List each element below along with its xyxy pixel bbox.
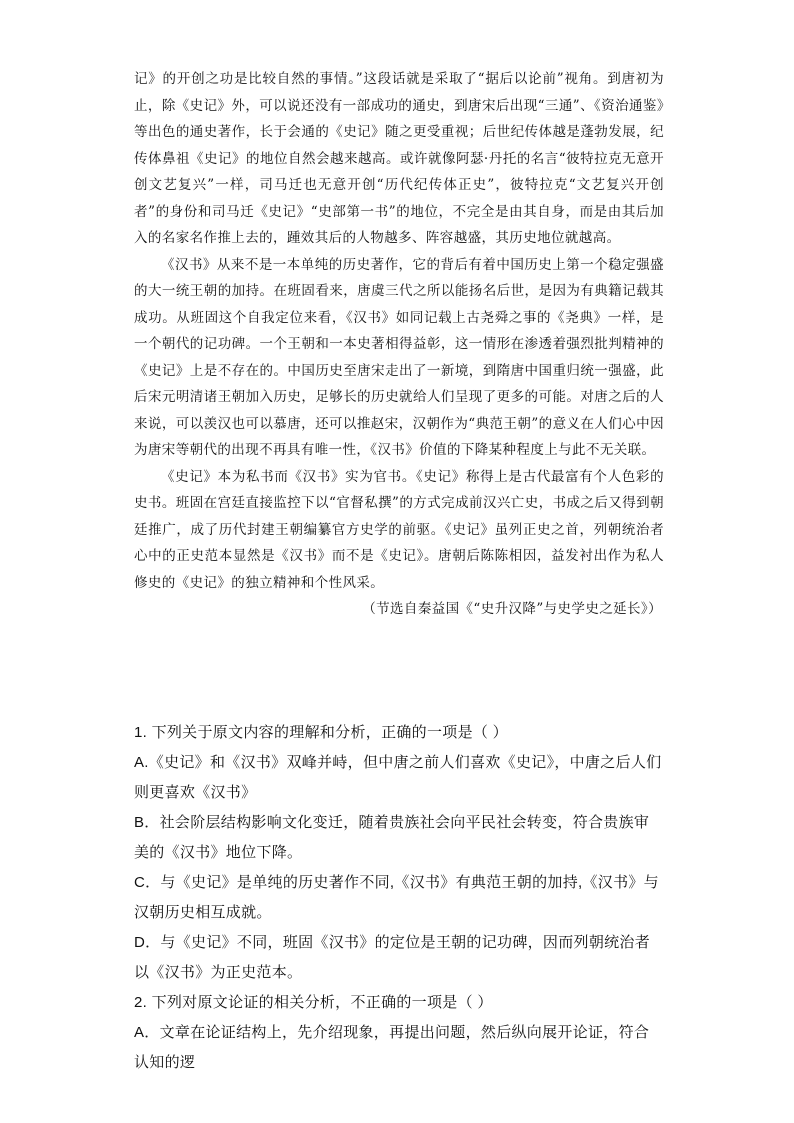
question-1-stem: 1. 下列关于原文内容的理解和分析，正确的一项是（ ） [134,724,508,741]
question-1-option-a: A.《史记》和《汉书》双峰并峙，但中唐之前人们喜欢《史记》，中唐之后人们则更喜欢《汉书》 [134,754,662,801]
reading-passage [134,66,664,623]
question-1-option-b: B．社会阶层结构影响文化变迁，随着贵族社会向平民社会转变，符合贵族审美的《汉书》地位下降。 [134,814,650,861]
question-1-option-d: D．与《史记》不同，班固《汉书》的定位是王朝的记功碑，因而列朝统治者以《汉书》为正史范本。 [134,934,651,981]
passage-paragraph-1: 记》的开创之功是比较自然的事情。”这段话就是采取了“据后以论前”视角。到唐初为止，除《史记》外，可以说还没有一部成功的通史，到唐宋后出现“三通”、《资治通鉴》等出色的通史著作，长于会通的《史记》随之更受重视；后世纪传体越是蓬勃发展，纪传体鼻祖《史记》的地位自然会越来越高。或许就像阿瑟·丹托的名言“彼特拉克无意开创文艺复兴”一样，司马迁也无意开创“历代纪传体正史”，彼特拉克“文艺复兴开创者”的身份和司马迁《史记》“史部第一书”的地位，不完全是由其自身，而是由其后加入的名家名作推上去的，踵效其后的人物越多、阵容越盛，其历史地位就越高。 [134,71,664,246]
question-1-option-c: C．与《史记》是单纯的历史著作不同,《汉书》有典范王朝的加持,《汉书》与汉朝历史相互成就。 [134,874,659,921]
question-2-stem: 2. 下列对原文论证的相关分析，不正确的一项是（ ） [134,994,493,1011]
question-2-option-a: A．文章在论证结构上，先介绍现象，再提出问题，然后纵向展开论证，符合认知的逻 [134,1024,650,1071]
question-section [134,718,664,1078]
passage-source: （节选自秦益国《“史升汉降”与史学史之延长》） [362,601,662,617]
passage-paragraph-3: 《史记》本为私书而《汉书》实为官书。《史记》称得上是古代最富有个人色彩的史书。班固在宫廷直接监控下以“官督私撰”的方式完成前汉兴亡史，书成之后又得到朝廷推广，成了历代封建王朝编纂官方史学的前驱。《史记》虽列正史之首，列朝统治者心中的正史范本显然是《汉书》而不是《史记》。唐朝后陈陈相因，益发衬出作为私人修史的《史记》的独立精神和个性风采。 [134,468,664,591]
passage-paragraph-2: 《汉书》从来不是一本单纯的历史著作，它的背后有着中国历史上第一个稳定强盛的大一统王朝的加持。在班固看来，唐虞三代之所以能扬名后世，是因为有典籍记载其成功。从班固这个自我定位来看，《汉书》如同记载上古尧舜之事的《尧典》一样，是一个朝代的记功碑。一个王朝和一本史著相得益彰，这一情形在渗透着强烈批判精神的《史记》上是不存在的。中国历史至唐宋走出了一新境，到隋唐中国重归统一强盛，此后宋元明清诸王朝加入历史，足够长的历史就给人们呈现了更多的可能。对唐之后的人来说，可以羡汉也可以慕唐，还可以推赵宋，汉朝作为“典范王朝”的意义在人们心中因为唐宋等朝代的出现不再具有唯一性，《汉书》价值的下降某种程度上与此不无关联。 [134,256,664,458]
